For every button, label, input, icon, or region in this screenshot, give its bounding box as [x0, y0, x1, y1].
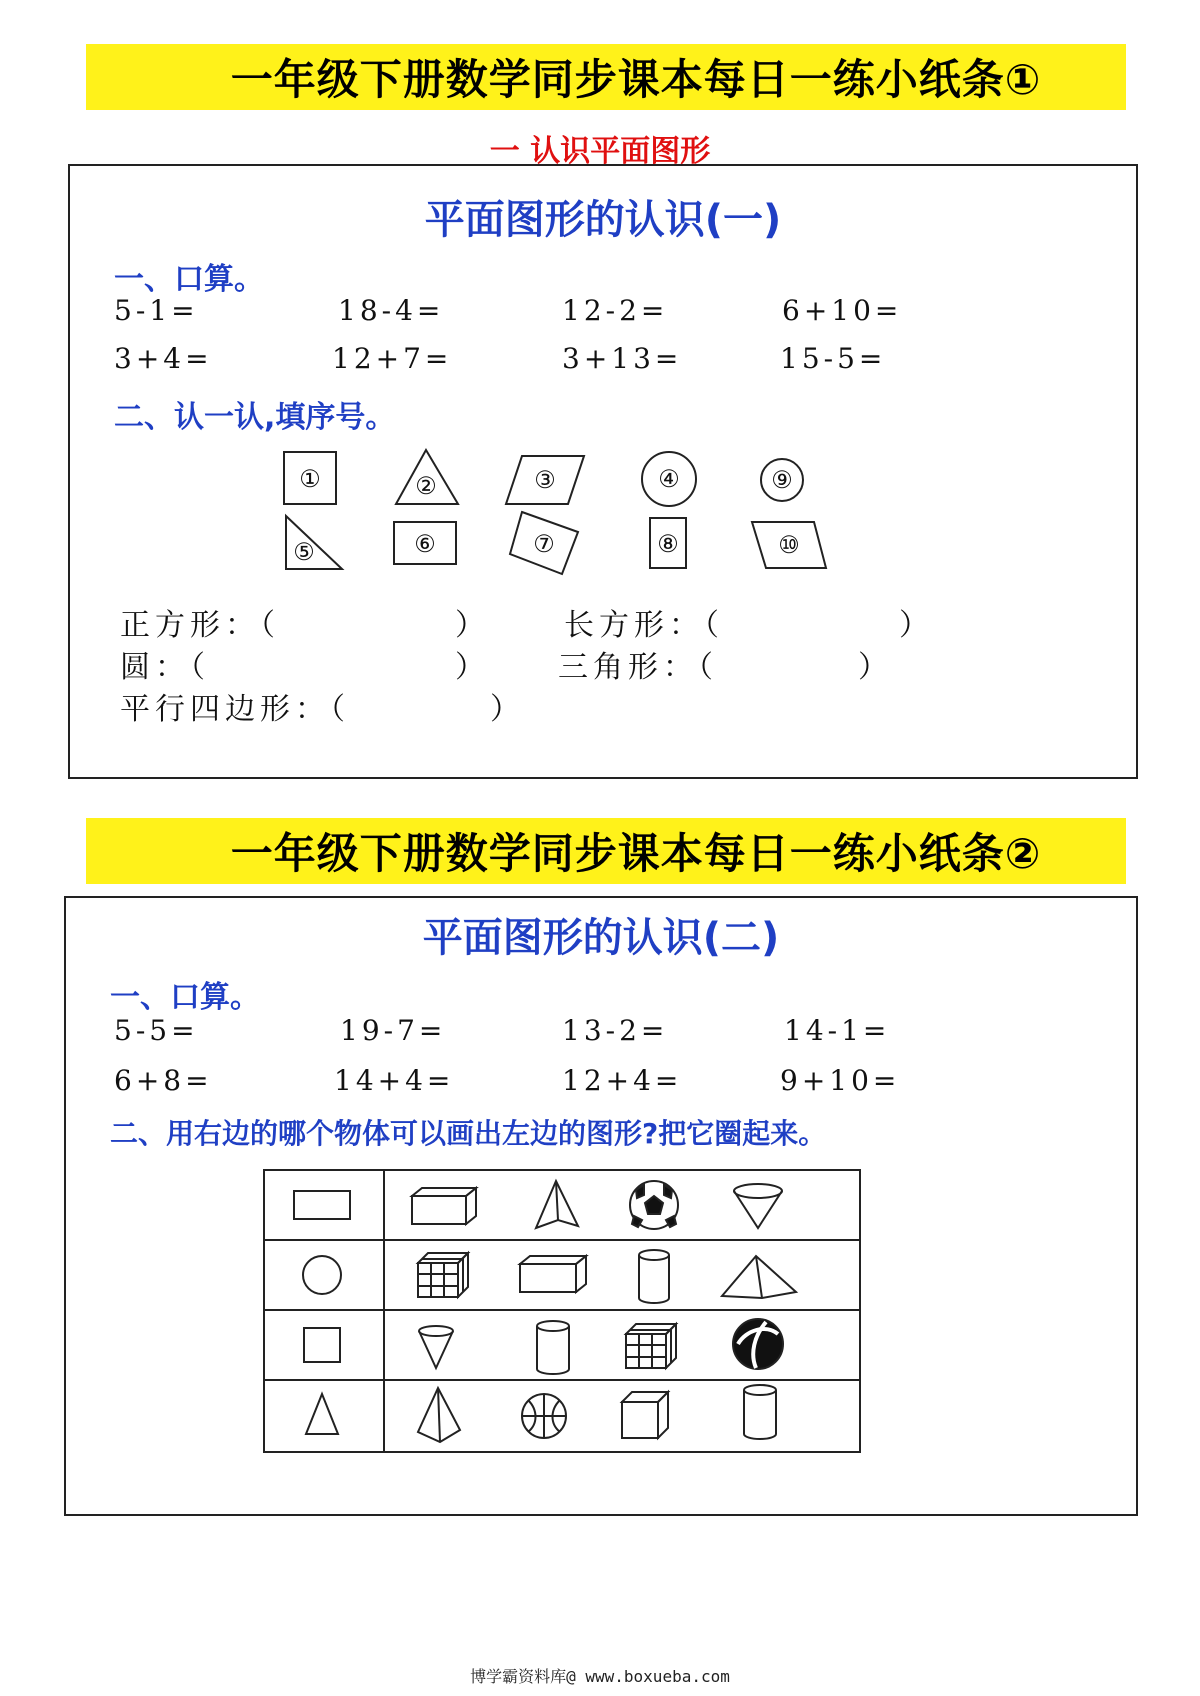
- answer-square[interactable]: 正方形：（ ）: [120, 608, 490, 643]
- basketball-icon: [522, 1394, 566, 1438]
- sheet2-section-mental-math: 一、口算。: [110, 980, 260, 1015]
- answer-triangle[interactable]: 三角形：（ ）: [558, 650, 893, 685]
- sheet1-banner: [86, 44, 1126, 110]
- answer-rectangle[interactable]: 长方形：（ ）: [564, 608, 934, 643]
- triangle-icon: [306, 1394, 338, 1434]
- equation: 19-7=: [340, 1014, 447, 1047]
- shape-label: ⑧: [657, 530, 679, 558]
- shape-label: ⑤: [293, 538, 315, 566]
- sheet2-section-match: 二、用右边的哪个物体可以画出左边的图形?把它圈起来。: [110, 1117, 827, 1150]
- equation: 12+7=: [332, 342, 453, 375]
- equation: 13-2=: [562, 1014, 669, 1047]
- pyramid-icon: [418, 1388, 460, 1442]
- pyramid-icon: [536, 1181, 578, 1228]
- shape-label: ④: [658, 465, 680, 493]
- rubiks-cube-icon: [418, 1253, 468, 1297]
- sheet2-card: [64, 896, 1138, 1516]
- footer-watermark: 博学霸资料库@ www.boxueba.com: [470, 1667, 730, 1686]
- shape-label: ①: [299, 465, 321, 493]
- equation: 6+10=: [782, 294, 903, 327]
- cone-icon: [419, 1326, 453, 1368]
- cylinder-icon: [639, 1250, 669, 1303]
- shape-label: ⑩: [778, 531, 800, 559]
- cube-icon: [622, 1392, 668, 1438]
- equation: 12+4=: [562, 1064, 683, 1097]
- shape-label: ⑦: [533, 530, 555, 558]
- cuboid-icon: [520, 1256, 586, 1292]
- square-icon: [304, 1328, 340, 1362]
- cylinder-icon: [744, 1385, 776, 1439]
- equation: 15-5=: [780, 342, 887, 375]
- shape-label: ⑥: [414, 530, 436, 558]
- shape-label: ②: [415, 472, 437, 500]
- sheet1-section-identify: 二、认一认,填序号。: [114, 400, 396, 435]
- sheet1-section-mental-math: 一、口算。: [114, 262, 264, 297]
- sheet1-banner-text: 一年级下册数学同步课本每日一练小纸条①: [230, 55, 1042, 104]
- equation: 12-2=: [562, 294, 669, 327]
- match-table: [66, 898, 1136, 1513]
- shape-label: ⑨: [771, 466, 793, 494]
- equation: 14-1=: [784, 1014, 891, 1047]
- circle-icon: [303, 1256, 341, 1294]
- rectangle-icon: [294, 1191, 350, 1219]
- answer-circle[interactable]: 圆：（ ）: [120, 650, 490, 685]
- equation: 9+10=: [780, 1064, 901, 1097]
- cuboid-icon: [412, 1188, 476, 1224]
- unit-subtitle: 一 认识平面图形: [489, 134, 711, 169]
- sheet2-title: 平面图形的认识(二): [422, 915, 780, 961]
- equation: 3+13=: [562, 342, 683, 375]
- sheet1-title: 平面图形的认识(一): [424, 197, 782, 243]
- triangular-prism-icon: [722, 1256, 796, 1298]
- cylinder-icon: [537, 1321, 569, 1374]
- answer-parallelogram[interactable]: 平行四边形：（ ）: [120, 692, 525, 727]
- equation: 6+8=: [114, 1064, 213, 1097]
- equation: 18-4=: [338, 294, 445, 327]
- equation: 3+4=: [114, 342, 213, 375]
- equation: 5-5=: [114, 1014, 199, 1047]
- equation: 5-1=: [114, 294, 199, 327]
- volleyball-icon: [733, 1319, 783, 1369]
- sheet1-card: [68, 164, 1138, 779]
- equation: 14+4=: [334, 1064, 455, 1097]
- rubiks-cube-icon: [626, 1324, 676, 1368]
- cone-icon: [734, 1184, 782, 1228]
- soccer-ball-icon: [630, 1181, 678, 1229]
- shape-label: ③: [534, 466, 556, 494]
- sheet2-banner-text: 一年级下册数学同步课本每日一练小纸条②: [230, 829, 1042, 878]
- sheet2-banner: [86, 818, 1126, 884]
